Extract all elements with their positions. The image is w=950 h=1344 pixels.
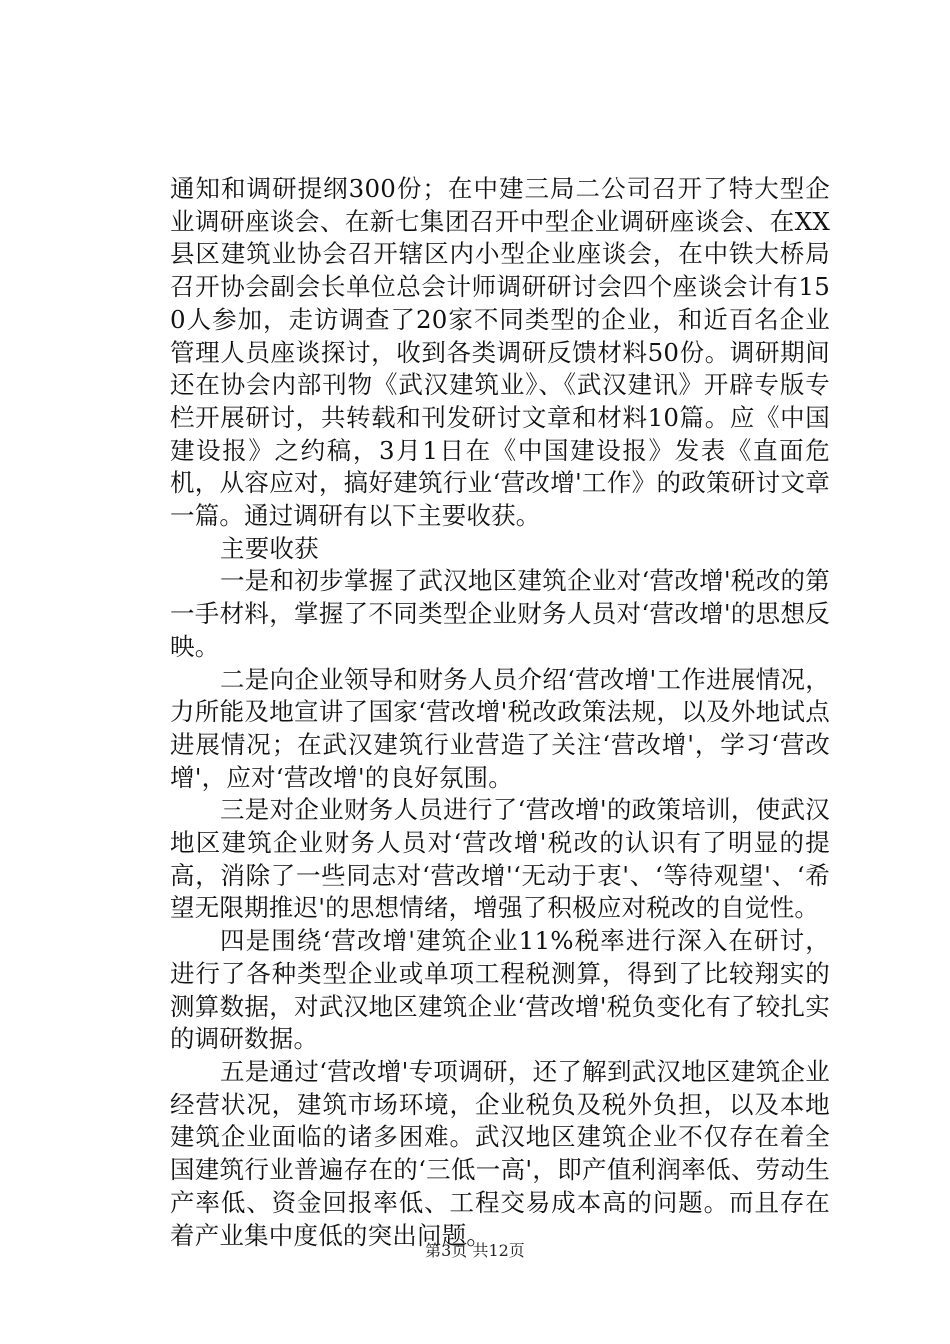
- page-number-footer: 第3页 共12页: [425, 1241, 525, 1260]
- paragraph-continuation: 通知和调研提纲300份；在中建三局二公司召开了特大型企业调研座谈会、在新七集团召开中型企业调研座谈会、在XX县区建筑业协会召开辖区内小型企业座谈会，在中铁大桥局召开协会副会长单位总会计师调研研讨会四个座谈会计有150人参加，走访调查了20家不同类型的企业，和近百名企业管理人员座谈探讨，收到各类调研反馈材料50份。调研期间还在协会内部刊物《武汉建筑业》、《武汉建讯》开辟专版专栏开展研讨，共转载和刊发研讨文章和材料10篇。应《中国建设报》之约稿，3月1日在《中国建设报》发表《直面危机，从容应对，搞好建筑行业‘营改增'工作》的政策研讨文章一篇。通过调研有以下主要收获。: [170, 174, 830, 531]
- paragraph-gain-4: 四是围绕‘营改增'建筑企业11%税率进行深入在研讨，进行了各种类型企业或单项工程税测算，得到了比较翔实的测算数据，对武汉地区建筑企业‘营改增'税负变化有了较扎实的调研数据。: [170, 926, 830, 1054]
- paragraph-gain-1: 一是和初步掌握了武汉地区建筑企业对‘营改增'税改的第一手材料，掌握了不同类型企业财务人员对‘营改增'的思想反映。: [170, 566, 830, 661]
- paragraph-gain-3: 三是对企业财务人员进行了‘营改增'的政策培训，使武汉地区建筑企业财务人员对‘营改增'税改的认识有了明显的提高，消除了一些同志对‘营改增'‘无动于衷'、‘等待观望'、‘希望无限期推迟'的思想情绪，增强了积极应对税改的自觉性。: [170, 795, 830, 923]
- paragraph-gain-2: 二是向企业领导和财务人员介绍‘营改增'工作进展情况，力所能及地宣讲了国家‘营改增'税改政策法规，以及外地试点进展情况；在武汉建筑行业营造了关注‘营改增'，学习‘营改增'，应对‘营改增'的良好氛围。: [170, 664, 830, 792]
- paragraph-gain-5: 五是通过‘营改增'专项调研，还了解到武汉地区建筑企业经营状况，建筑市场环境，企业税负及税外负担，以及本地建筑企业面临的诸多困难。武汉地区建筑企业不仅存在着全国建筑行业普遍存在的‘三低一高'，即产值利润率低、劳动生产率低、资金回报率低、工程交易成本高的问题。而且存在着产业集中度低的突出问题。: [170, 1056, 830, 1250]
- document-body: [170, 173, 830, 1252]
- section-heading: 主要收获: [220, 533, 319, 563]
